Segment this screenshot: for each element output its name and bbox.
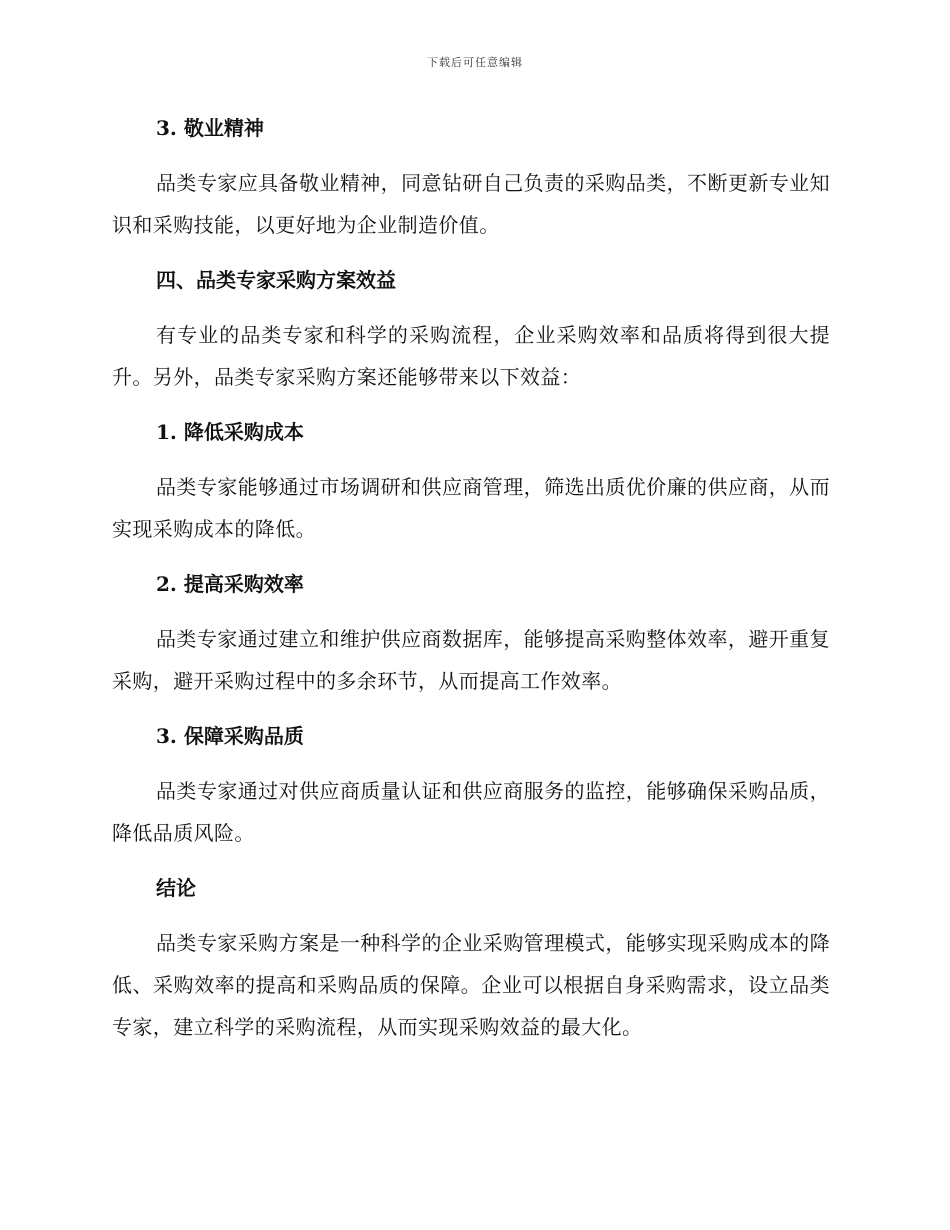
subheading-reduce-cost: 1. 降低采购成本 <box>156 420 304 444</box>
paragraph-improve-efficiency: 品类专家通过建立和维护供应商数据库，能够提高采购整体效率，避开重复采购，避开采购过程中的多余环节，从而提高工作效率。 <box>112 627 830 693</box>
paragraph-dedication: 品类专家应具备敬业精神，同意钻研自己负责的采购品类，不断更新专业知识和采购技能，以更好地为企业制造价值。 <box>112 171 830 237</box>
document-body <box>112 108 830 1048</box>
paragraph-benefits-intro: 有专业的品类专家和科学的采购流程，企业采购效率和品质将得到很大提升。另外，品类专家采购方案还能够带来以下效益： <box>112 323 830 389</box>
paragraph-conclusion: 品类专家采购方案是一种科学的企业采购管理模式，能够实现采购成本的降低、采购效率的提高和采购品质的保障。企业可以根据自身采购需求，设立品类专家，建立科学的采购流程，从而实现采购效益的最大化。 <box>112 931 830 1039</box>
paragraph-ensure-quality: 品类专家通过对供应商质量认证和供应商服务的监控，能够确保采购品质，降低品质风险。 <box>112 779 830 845</box>
section-heading-benefits: 四、品类专家采购方案效益 <box>156 268 396 292</box>
page-header: 下载后可任意编辑 <box>427 56 523 69</box>
subheading-improve-efficiency: 2. 提高采购效率 <box>156 572 304 596</box>
subheading-ensure-quality: 3. 保障采购品质 <box>156 724 304 748</box>
section-heading-dedication: 3. 敬业精神 <box>156 116 264 140</box>
section-heading-conclusion: 结论 <box>156 876 196 900</box>
paragraph-reduce-cost: 品类专家能够通过市场调研和供应商管理，筛选出质优价廉的供应商，从而实现采购成本的降低。 <box>112 475 830 541</box>
